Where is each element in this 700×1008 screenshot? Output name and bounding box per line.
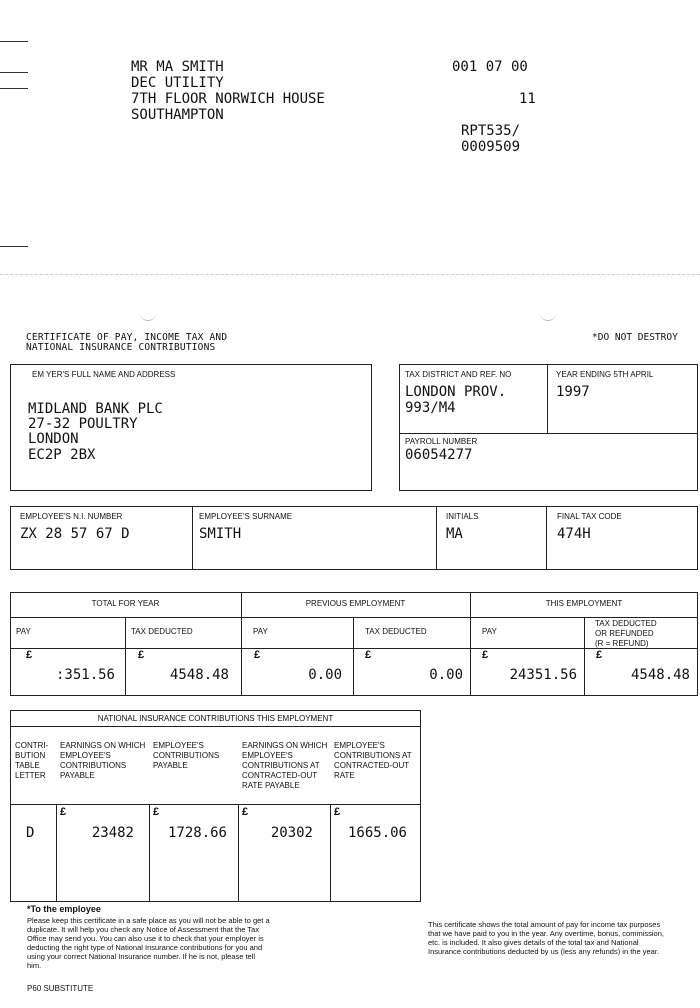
report-ref-line: RPT535/ xyxy=(461,123,521,139)
tax-code-value: 474H xyxy=(557,526,591,542)
pound-sign: £ xyxy=(26,649,33,661)
tax-refund-label-line: (R = REFUND) xyxy=(595,639,649,648)
note-line: Office may send you. You can also use it to check that your employer is xyxy=(27,934,264,943)
do-not-destroy: *DO NOT DESTROY xyxy=(592,332,678,343)
title-line: NATIONAL INSURANCE CONTRIBUTIONS xyxy=(26,342,216,353)
reference-code: 001 07 00 xyxy=(452,59,528,75)
payroll-label: PAYROLL NUMBER xyxy=(405,437,478,446)
header-line: PAYABLE xyxy=(60,771,95,780)
tax-district-line: 993/M4 xyxy=(405,400,456,416)
ni-co-contrib-value: 1665.06 xyxy=(347,825,407,841)
employer-line: LONDON xyxy=(28,431,79,447)
header-line: CONTRACTED-OUT xyxy=(242,771,318,780)
title-line: CERTIFICATE OF PAY, INCOME TAX AND xyxy=(26,332,228,343)
employer-line: EC2P 2BX xyxy=(28,447,96,463)
this-pay-value: 24351.56 xyxy=(509,667,577,683)
note-line: Insurance contributions deducted by us (less any refunds) in the year. xyxy=(428,947,659,956)
note-line: that we have paid to you in the year. Any overtime, bonus, commission, xyxy=(428,929,664,938)
divider xyxy=(547,364,548,434)
ni-col-letter-header xyxy=(15,741,48,781)
report-ref-line: 0009509 xyxy=(461,139,521,155)
tax-district-line: LONDON PROV. xyxy=(405,384,507,400)
recipient-line: SOUTHAMPTON xyxy=(131,107,224,123)
note-line: This certificate shows the total amount of pay for income tax purposes xyxy=(428,920,661,929)
ni-co-earnings-value: 20302 xyxy=(270,825,313,841)
ni-number-label: EMPLOYEE'S N.I. NUMBER xyxy=(20,512,123,521)
tax-district-label: TAX DISTRICT AND REF. NO xyxy=(405,370,512,379)
tax-code-label: FINAL TAX CODE xyxy=(557,512,622,521)
divider xyxy=(546,506,547,570)
punch-hole xyxy=(540,312,556,321)
header-line: EMPLOYEE'S xyxy=(153,741,204,750)
pound-sign: £ xyxy=(365,649,372,661)
ni-table xyxy=(10,710,421,902)
this-tax-value: 4548.48 xyxy=(630,667,690,683)
certificate-title xyxy=(26,333,227,353)
pound-sign: £ xyxy=(60,806,67,818)
note-line: deducting the right type of National Insurance contributions for you and xyxy=(27,943,263,952)
employer-line: MIDLAND BANK PLC xyxy=(28,401,163,417)
header-line: RATE xyxy=(334,771,355,780)
form-footer: P60 SUBSTITUTE xyxy=(27,984,94,993)
pound-sign: £ xyxy=(482,649,489,661)
divider xyxy=(192,506,193,570)
margin-tick xyxy=(0,246,28,247)
recipient-line: DEC UTILITY xyxy=(131,75,224,91)
note-line: Please keep this certificate in a safe place as you will not be able to get a xyxy=(27,916,270,925)
pound-sign: £ xyxy=(254,649,261,661)
payroll-value: 06054277 xyxy=(405,447,473,463)
note-line: using your correct National Insurance number. If he is not, please tell xyxy=(27,952,256,961)
ni-col-co-contrib-header xyxy=(334,741,412,781)
ni-contributions-value: 1728.66 xyxy=(167,825,227,841)
ni-col-contributions-header xyxy=(153,741,219,771)
total-tax-value: 4548.48 xyxy=(169,667,229,683)
header-line: CONTRIBUTIONS xyxy=(60,761,127,770)
reference-number: 11 xyxy=(519,91,536,107)
margin-tick xyxy=(0,41,28,42)
pay-label: PAY xyxy=(253,627,268,636)
header-line: CONTRIBUTIONS AT xyxy=(242,761,320,770)
header-line: TABLE xyxy=(15,761,40,770)
pound-sign: £ xyxy=(596,649,603,661)
margin-tick xyxy=(0,88,28,89)
pound-sign: £ xyxy=(334,806,341,818)
note-line: duplicate. It will help you check any Notice of Assessment that the Tax xyxy=(27,925,260,934)
header-line: RATE PAYABLE xyxy=(242,781,300,790)
header-line: EARNINGS ON WHICH xyxy=(242,741,328,750)
note-line: etc. is included. It also gives details of the total tax and National xyxy=(428,938,639,947)
surname-value: SMITH xyxy=(199,526,242,542)
divider xyxy=(584,617,585,696)
tax-refund-label-line: OR REFUNDED xyxy=(595,629,654,638)
perforation-line xyxy=(0,274,700,275)
ni-table-title: NATIONAL INSURANCE CONTRIBUTIONS THIS EMPLOYMENT xyxy=(97,714,334,723)
punch-hole xyxy=(140,312,156,321)
divider xyxy=(399,433,698,434)
pay-label: PAY xyxy=(482,627,497,636)
divider xyxy=(56,804,57,902)
header-line: BUTION xyxy=(15,751,46,760)
ni-col-earnings-header xyxy=(60,741,145,781)
tax-refund-label xyxy=(595,619,657,649)
year-ending-value: 1997 xyxy=(556,384,590,400)
note-line: him. xyxy=(27,961,42,970)
ni-number-value: ZX 28 57 67 D xyxy=(20,526,130,542)
divider xyxy=(353,617,354,696)
certificate-note xyxy=(428,920,693,956)
recipient-line: 7TH FLOOR NORWICH HOUSE xyxy=(131,91,325,107)
pound-sign: £ xyxy=(138,649,145,661)
previous-pay-value: 0.00 xyxy=(308,667,342,683)
header-line: EARNINGS ON WHICH xyxy=(60,741,146,750)
divider xyxy=(330,804,331,902)
pay-label: PAY xyxy=(16,627,31,636)
header-line: EMPLOYEE'S xyxy=(242,751,293,760)
tax-deducted-label: TAX DEDUCTED xyxy=(131,627,193,636)
previous-employment-header: PREVIOUS EMPLOYMENT xyxy=(305,599,406,608)
divider xyxy=(10,804,421,805)
tax-refund-label-line: TAX DEDUCTED xyxy=(595,619,657,628)
tax-deducted-label: TAX DEDUCTED xyxy=(365,627,427,636)
divider xyxy=(149,804,150,902)
header-line: CONTRIBUTIONS xyxy=(153,751,220,760)
total-for-year-header: TOTAL FOR YEAR xyxy=(91,599,160,608)
header-line: EMPLOYEE'S xyxy=(334,741,385,750)
pound-sign: £ xyxy=(242,806,249,818)
header-line: CONTRI- xyxy=(15,741,49,750)
divider xyxy=(238,804,239,902)
header-line: LETTER xyxy=(15,771,46,780)
employer-label: EM YER'S FULL NAME AND ADDRESS xyxy=(32,370,176,379)
surname-label: EMPLOYEE'S SURNAME xyxy=(199,512,293,521)
recipient-line: MR MA SMITH xyxy=(131,59,224,75)
margin-tick xyxy=(0,72,28,73)
this-employment-header: THIS EMPLOYMENT xyxy=(545,599,623,608)
ni-col-co-earnings-header xyxy=(242,741,327,791)
ni-earnings-value: 23482 xyxy=(91,825,134,841)
employee-note xyxy=(27,916,297,970)
ni-table-letter-value: D xyxy=(26,825,35,841)
divider xyxy=(436,506,437,570)
initials-value: MA xyxy=(446,526,463,542)
year-ending-label: YEAR ENDING 5TH APRIL xyxy=(556,370,654,379)
divider xyxy=(125,617,126,696)
divider xyxy=(10,617,698,618)
employer-line: 27-32 POULTRY xyxy=(28,416,138,432)
pound-sign: £ xyxy=(153,806,160,818)
previous-tax-value: 0.00 xyxy=(429,667,463,683)
header-line: PAYABLE xyxy=(153,761,188,770)
total-pay-value: :351.56 xyxy=(55,667,115,683)
header-line: CONTRACTED-OUT xyxy=(334,761,410,770)
initials-label: INITIALS xyxy=(446,512,479,521)
employee-note-title: *To the employee xyxy=(27,904,101,914)
divider xyxy=(10,726,421,727)
header-line: EMPLOYEE'S xyxy=(60,751,111,760)
header-line: CONTRIBUTIONS AT xyxy=(334,751,412,760)
